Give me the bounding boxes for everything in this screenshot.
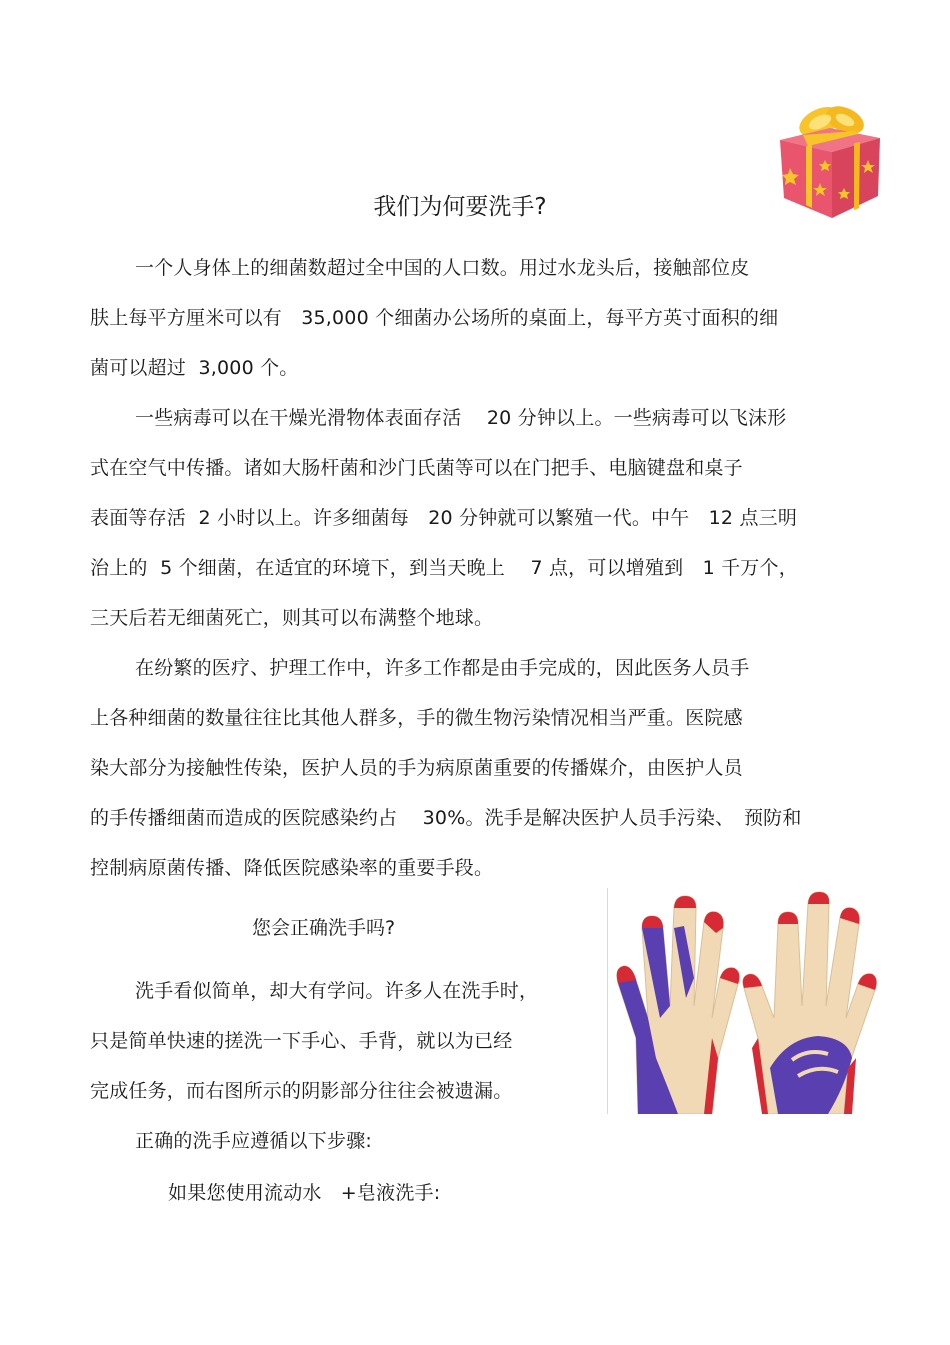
paragraph-line: 治上的 5 个细菌，在适宜的环境下，到当天晚上 7 点，可以增殖到 1 千万个， [90,557,798,579]
paragraph-line: 完成任务，而右图所示的阴影部分往往会被遗漏。 [90,1080,513,1102]
paragraph-line: 只是简单快速的搓洗一下手心、手背，就以为已经 [90,1030,513,1052]
steps-intro: 正确的洗手应遵循以下步骤: [135,1130,373,1152]
hands-missed-areas-image [607,888,880,1114]
paragraph-line: 在纷繁的医疗、护理工作中，许多工作都是由手完成的，因此医务人员手 [135,657,750,679]
paragraph-line: 的手传播细菌而造成的医院感染约占 30%。洗手是解决医护人员手污染、 预防和 [90,807,802,829]
steps-case: 如果您使用流动水 +皂液洗手: [168,1182,441,1204]
section-subtitle: 您会正确洗手吗? [252,917,396,939]
paragraph-line: 菌可以超过 3,000 个。 [90,357,299,379]
paragraph-line: 表面等存活 2 小时以上。许多细菌每 20 分钟就可以繁殖一代。中午 12 点三明 [90,507,798,529]
paragraph-line: 上各种细菌的数量往往比其他人群多，手的微生物污染情况相当严重。医院感 [90,707,743,729]
paragraph-line: 三天后若无细菌死亡，则其可以布满整个地球。 [90,607,494,629]
paragraph-line: 肤上每平方厘米可以有 35,000 个细菌办公场所的桌面上，每平方英寸面积的细 [90,307,779,329]
paragraph-line: 式在空气中传播。诸如大肠杆菌和沙门氏菌等可以在门把手、电脑键盘和桌子 [90,457,743,479]
paragraph-line: 洗手看似简单，却大有学问。许多人在洗手时， [135,980,539,1002]
paragraph-line: 一个人身体上的细菌数超过全中国的人口数。用过水龙头后，接触部位皮 [135,257,750,279]
paragraph-line: 染大部分为接触性传染，医护人员的手为病原菌重要的传播媒介，由医护人员 [90,757,743,779]
page-title: 我们为何要洗手? [373,194,547,220]
paragraph-line: 控制病原菌传播、降低医院感染率的重要手段。 [90,857,494,879]
paragraph-line: 一些病毒可以在干燥光滑物体表面存活 20 分钟以上。一些病毒可以飞沫形 [135,407,787,429]
